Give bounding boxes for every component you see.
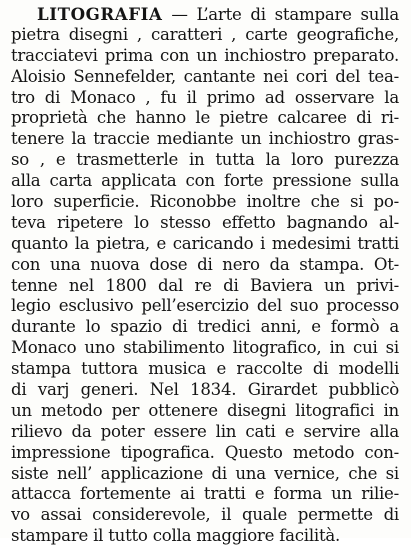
entry-text-line: alla carta applicata con forte pressione sulla <box>11 171 399 191</box>
entry-text-line: Monaco uno stabilimento litografico, in cui si <box>11 338 399 358</box>
entry-text-line: con una nuova dose di nero da stampa. Ot- <box>11 254 399 274</box>
entry-text-line: pietra disegni , caratteri , carte geografiche, <box>11 24 399 44</box>
entry-text-line: tro di Monaco , fu il primo ad osservare la <box>11 87 399 107</box>
entry-text-line: impressione tipografica. Questo metodo con- <box>11 442 399 462</box>
entry-text-line: tenere la traccie mediante un inchiostro gras- <box>11 129 399 149</box>
entry-text-line: attacca fortemente ai tratti e forma un rilie- <box>11 484 399 504</box>
entry-text-line: durante lo spazio di tredici anni, e formò a <box>11 317 399 337</box>
encyclopedia-entry-litografia <box>11 4 399 547</box>
entry-text-line: di varj generi. Nel 1834. Girardet pubblicò <box>11 380 399 400</box>
entry-headword: LITOGRAFIA <box>37 4 163 24</box>
entry-text-line: so , e trasmetterle in tutta la loro purezza <box>11 150 399 170</box>
entry-text-line: stampa tuttora musica e raccolte di modelli <box>11 359 399 379</box>
entry-text-line: quanto la pietra, e caricando i medesimi tratti <box>11 233 399 253</box>
entry-text-line: un metodo per ottenere disegni litografici in <box>11 400 399 420</box>
entry-text-line: loro superficie. Riconobbe inoltre che si po- <box>11 192 399 212</box>
entry-text-line: teva ripetere lo stesso effetto bagnando al- <box>11 212 399 232</box>
entry-text-line: tracciatevi prima con un inchiostro preparato. <box>11 45 399 65</box>
entry-text-line: vo assai considerevole, il quale permette di <box>11 505 399 525</box>
entry-text-line: stampare il tutto colla maggiore facilità. <box>11 526 341 546</box>
entry-text-line: rilievo da poter essere lin cati e servire alla <box>11 421 399 441</box>
entry-text-line: — L’arte di stampare sulla <box>171 5 399 24</box>
entry-text-line: tenne nel 1800 dal re di Baviera un privi- <box>11 275 399 295</box>
entry-text-line: legio esclusivo pell’esercizio del suo processo <box>11 296 399 316</box>
entry-text-line: siste nell’ applicazione di una vernice, che si <box>11 463 399 483</box>
entry-first-line <box>11 4 399 25</box>
entry-text-line: proprietà che hanno le pietre calcaree di ri- <box>11 108 399 128</box>
entry-text-line: Aloisio Sennefelder, cantante nei cori del tea- <box>11 66 399 86</box>
